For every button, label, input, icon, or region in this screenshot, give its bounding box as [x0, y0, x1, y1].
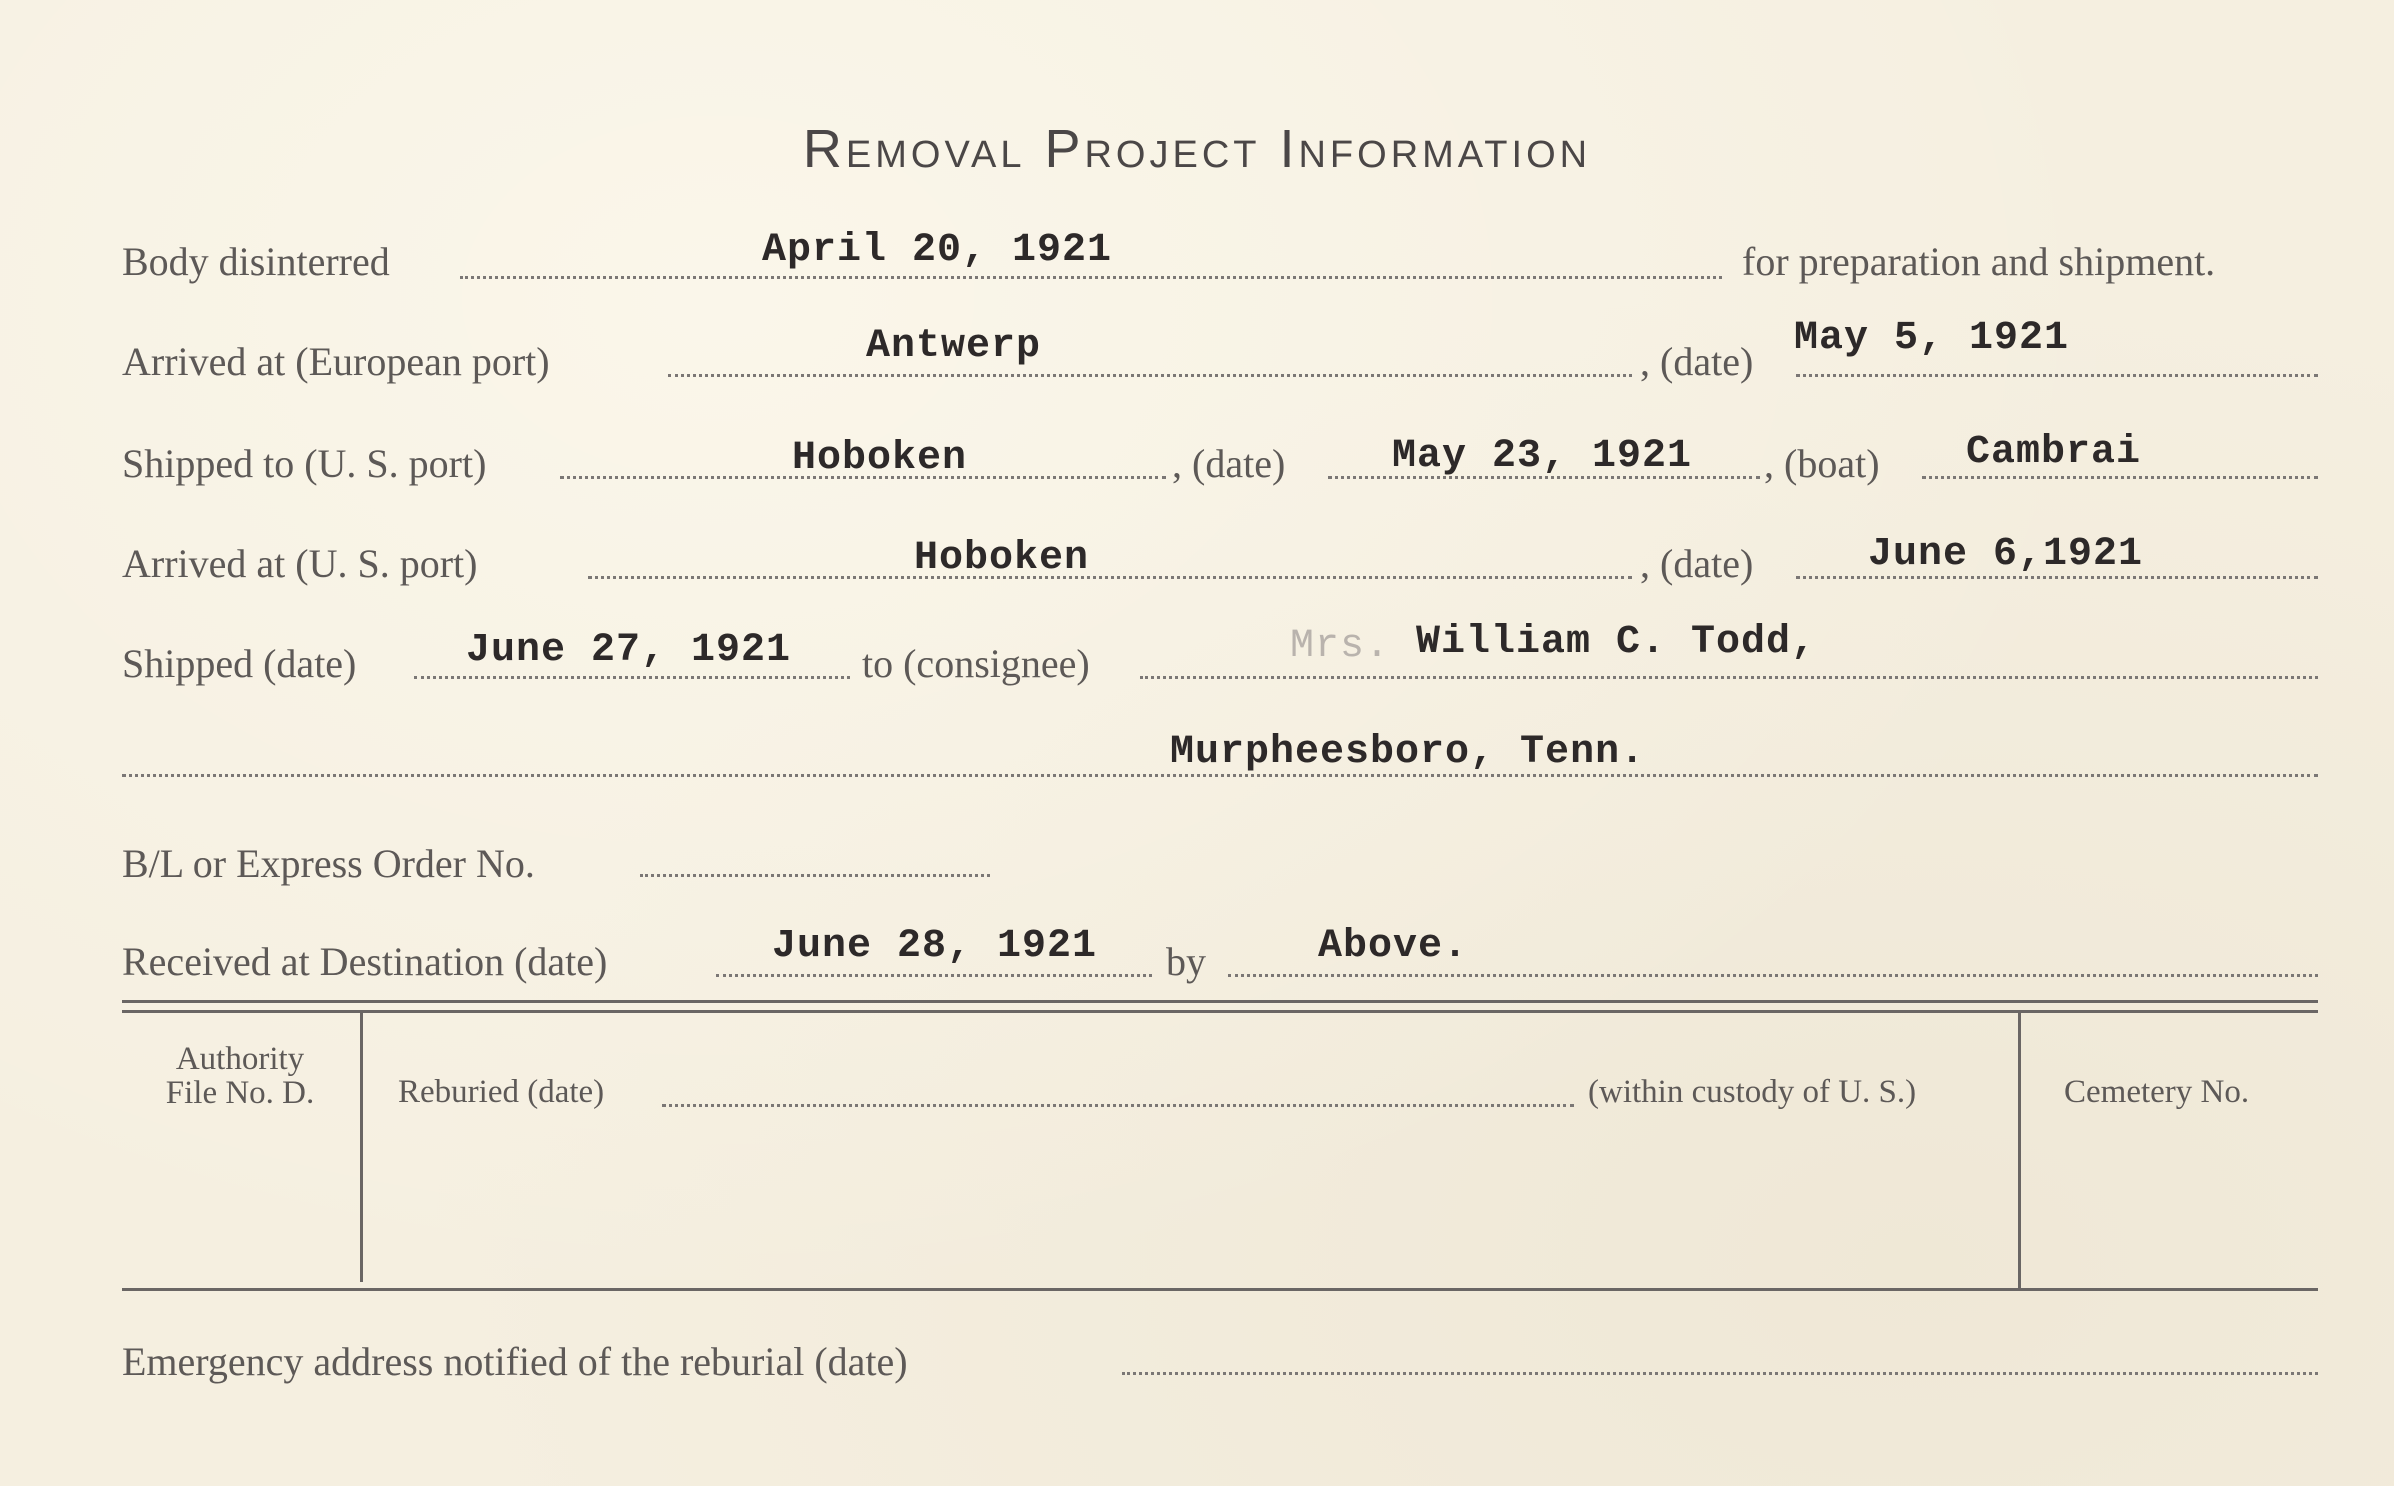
- box-bottom-rule: [122, 1288, 2318, 1291]
- consignee-label: to (consignee): [862, 641, 1090, 686]
- authority-label: [140, 1042, 340, 1110]
- authority-line-1: Authority: [175, 1041, 305, 1077]
- shipped-us-label: Shipped to (U. S. port): [122, 441, 487, 486]
- disinterred-line: [460, 276, 1722, 279]
- authority-line-2: File No. D.: [165, 1075, 315, 1111]
- bl-label: B/L or Express Order No.: [122, 841, 535, 886]
- arrived-us-line: [588, 576, 1632, 579]
- emergency-line: [1122, 1372, 2318, 1375]
- box-divider-right: [2018, 1012, 2021, 1288]
- shipped-us-boat-line: [1922, 476, 2318, 479]
- emergency-label: Emergency address notified of the reburial (date): [122, 1339, 908, 1384]
- card-title: Removal Project Information: [802, 119, 1592, 179]
- double-rule-top: [122, 1000, 2318, 1003]
- received-by: Above.: [1318, 924, 1469, 969]
- consignee-name: William C. Todd,: [1416, 620, 1817, 665]
- arrived-europe-date: May 5, 1921: [1794, 316, 2070, 361]
- shipped-us-port: Hoboken: [792, 436, 968, 481]
- consignee-address: Murpheesboro, Tenn.: [1170, 730, 1646, 775]
- arrived-europe-port: Antwerp: [866, 324, 1042, 369]
- shipped-us-boat-label: , (boat): [1764, 441, 1880, 486]
- arrived-us-date: June 6,1921: [1868, 532, 2144, 577]
- received-label: Received at Destination (date): [122, 939, 608, 984]
- received-by-line: [1228, 974, 2318, 977]
- shipped-us-date: May 23, 1921: [1392, 434, 1693, 479]
- custody-label: (within custody of U. S.): [1588, 1074, 1917, 1110]
- arrived-europe-date-line: [1796, 374, 2318, 377]
- reburied-label: Reburied (date): [398, 1074, 605, 1110]
- shipped-date-label: Shipped (date): [122, 641, 357, 686]
- consignee-line: [1140, 676, 2318, 679]
- arrived-us-date-label: , (date): [1640, 541, 1754, 586]
- shipped-us-date-label: , (date): [1172, 441, 1286, 486]
- disinterred-label: Body disinterred: [122, 239, 390, 284]
- disinterred-suffix: for preparation and shipment.: [1742, 239, 2216, 284]
- arrived-europe-line: [668, 374, 1632, 377]
- received-date: June 28, 1921: [772, 924, 1098, 969]
- disinterred-date: April 20, 1921: [762, 228, 1113, 273]
- box-divider-left: [360, 1012, 363, 1282]
- shipped-us-boat: Cambrai: [1966, 430, 2142, 475]
- shipped-date-line: [414, 676, 850, 679]
- arrived-europe-date-label: , (date): [1640, 339, 1754, 384]
- double-rule-bottom: [122, 1010, 2318, 1013]
- bl-line: [640, 874, 990, 877]
- arrived-europe-label: Arrived at (European port): [122, 339, 550, 384]
- arrived-us-port: Hoboken: [914, 536, 1090, 581]
- consignee-prefix: Mrs.: [1290, 624, 1391, 669]
- cemetery-label: Cemetery No.: [2064, 1074, 2250, 1110]
- reburied-line: [662, 1104, 1574, 1107]
- received-date-line: [716, 974, 1152, 977]
- received-by-label: by: [1166, 939, 1206, 984]
- shipped-date: June 27, 1921: [466, 628, 792, 673]
- arrived-us-label: Arrived at (U. S. port): [122, 541, 478, 586]
